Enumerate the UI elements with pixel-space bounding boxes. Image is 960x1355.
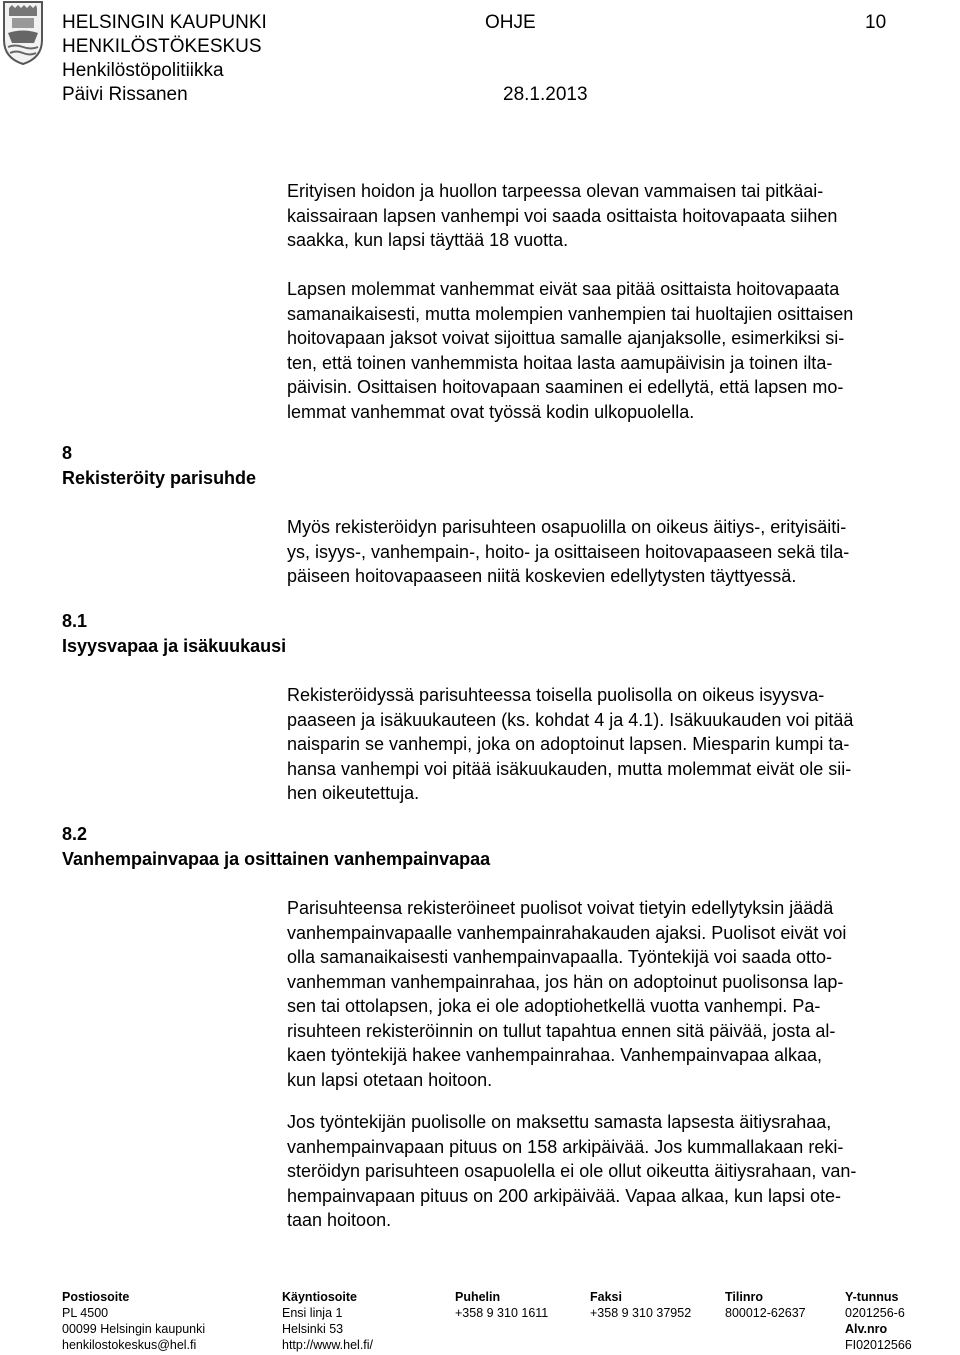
paragraph-line: samanaikaisesti, mutta molempien vanhempien tai huoltajien osittaisen: [287, 303, 854, 324]
footer-postal-address: [62, 1289, 205, 1353]
footer-account-number: [725, 1289, 806, 1321]
paragraph-line: päivisin. Osittaisen hoitovapaan saaminen ei edellytä, että lapsen mo-: [287, 377, 844, 397]
paragraph-partial-care-leave-disabled-child: [287, 179, 837, 253]
paragraph-line: naisparin se vanhempi, joka on adoptoinut lapsen. Miesparin kumpi ta-: [287, 734, 850, 754]
paragraph-parental-leave-length: [287, 1110, 856, 1233]
footer-phone: [455, 1289, 548, 1321]
paragraph-line: hansa vanhempi voi pitää isäkuukauden, mutta molemmat eivät ole sii-: [287, 758, 852, 779]
paragraph-line: Lapsen molemmat vanhemmat eivät saa pitää osittaista hoitovapaata: [287, 279, 840, 299]
footer-value: 800012-62637: [725, 1306, 806, 1320]
section-number: 8.1: [62, 611, 88, 631]
paragraph-paternity-leave: [287, 683, 853, 806]
footer-email: henkilostokeskus@hel.fi: [62, 1338, 197, 1352]
section-heading-8-1: [62, 609, 286, 659]
footer-label: Tilinro: [725, 1290, 763, 1304]
section-title: Rekisteröity parisuhde: [62, 468, 257, 488]
paragraph-registered-partnership: [287, 515, 849, 589]
header-author: Päivi Rissanen: [62, 84, 188, 105]
header-page-number: 10: [865, 12, 887, 33]
paragraph-line: vanhempainvapaalle vanhempainrahakauden ajaksi. Puolisot eivät voi: [287, 922, 847, 943]
section-title: Isyysvapaa ja isäkuukausi: [62, 636, 287, 656]
paragraph-parental-leave: [287, 896, 846, 1092]
paragraph-line: vanhempainvapaan pituus on 158 arkipäivää. Jos kummallakaan reki-: [287, 1136, 844, 1157]
footer-value: 00099 Helsingin kaupunki: [62, 1322, 206, 1336]
helsinki-crest-logo: [0, 0, 46, 66]
footer-label: Postiosoite: [62, 1290, 130, 1304]
paragraph-line: päiseen hoitovapaaseen niitä koskevien edellytysten täyttyessä.: [287, 566, 797, 586]
section-number: 8.2: [62, 824, 88, 844]
footer-label: Käyntiosoite: [282, 1290, 358, 1304]
section-heading-8-2: [62, 822, 490, 872]
footer-label: Y-tunnus: [845, 1290, 899, 1304]
header-unit: Henkilöstöpolitiikka: [62, 60, 224, 81]
paragraph-both-parents-partial-leave: [287, 277, 853, 424]
paragraph-line: saakka, kun lapsi täyttää 18 vuotta.: [287, 230, 569, 250]
footer-value: +358 9 310 1611: [455, 1306, 549, 1320]
footer-website: http://www.hel.fi/: [282, 1338, 374, 1352]
footer-value: Helsinki 53: [282, 1322, 344, 1336]
paragraph-line: Jos työntekijän puolisolle on maksettu samasta lapsesta äitiysrahaa,: [287, 1112, 832, 1132]
paragraph-line: hempainvapaan pituus on 200 arkipäivää. Vapaa alkaa, kun lapsi ote-: [287, 1185, 842, 1206]
paragraph-line: steröidyn parisuhteen osapuolella ei ole ollut oikeutta äitiysrahaan, van-: [287, 1161, 857, 1181]
footer-label: Faksi: [590, 1290, 622, 1304]
paragraph-line: kaissairaan lapsen vanhempi voi saada osittaista hoitovapaata siihen: [287, 205, 838, 226]
footer-value: 0201256-6: [845, 1306, 905, 1320]
footer-vat-label: Alv.nro: [845, 1322, 888, 1336]
paragraph-line: kaen työntekijä hakee vanhempainrahaa. Vanhempainvapaa alkaa,: [287, 1045, 823, 1065]
paragraph-line: taan hoitoon.: [287, 1210, 392, 1230]
footer-label: Puhelin: [455, 1290, 501, 1304]
footer-value: Ensi linja 1: [282, 1306, 343, 1320]
footer-vat-value: FI02012566: [845, 1338, 912, 1352]
paragraph-line: risuhteen rekisteröinnin on tullut tapahtua ennen sitä päivää, josta al-: [287, 1020, 836, 1041]
paragraph-line: lemmat vanhemmat ovat työssä kodin ulkopuolella.: [287, 401, 695, 422]
paragraph-line: Erityisen hoidon ja huollon tarpeessa olevan vammaisen tai pitkäai-: [287, 181, 824, 201]
section-heading-8: [62, 441, 256, 491]
paragraph-line: sen tai ottolapsen, joka ei ole adoptiohetkellä vuotta vanhempi. Pa-: [287, 996, 821, 1016]
paragraph-line: ten, että toinen vanhemmista hoitaa lasta aamupäivisin ja toinen ilta-: [287, 352, 833, 373]
section-title: Vanhempainvapaa ja osittainen vanhempainvapaa: [62, 849, 491, 869]
footer-business-id: [845, 1289, 912, 1353]
paragraph-line: ys, isyys-, vanhempain-, hoito- ja osittaiseen hoitovapaaseen sekä tila-: [287, 541, 850, 562]
paragraph-line: paaseen ja isäkuukauteen (ks. kohdat 4 ja 4.1). Isäkuukauden voi pitää: [287, 709, 854, 730]
paragraph-line: Parisuhteensa rekisteröineet puolisot voivat tietyin edellytyksin jäädä: [287, 898, 834, 918]
paragraph-line: kun lapsi otetaan hoitoon.: [287, 1069, 493, 1090]
footer-value: PL 4500: [62, 1306, 109, 1320]
header-date: 28.1.2013: [503, 84, 588, 105]
paragraph-line: Rekisteröidyssä parisuhteessa toisella puolisolla on oikeus isyysva-: [287, 685, 825, 705]
header-department: HENKILÖSTÖKESKUS: [62, 36, 262, 57]
header-document-type: OHJE: [485, 12, 536, 33]
footer-fax: [590, 1289, 691, 1321]
paragraph-line: Myös rekisteröidyn parisuhteen osapuolilla on oikeus äitiys-, erityisäiti-: [287, 517, 847, 537]
paragraph-line: hen oikeutettuja.: [287, 783, 420, 803]
footer-visiting-address: [282, 1289, 373, 1353]
header-organization: HELSINGIN KAUPUNKI: [62, 12, 267, 33]
section-number: 8: [62, 443, 73, 463]
paragraph-line: olla samanaikaisesti vanhempainvapaalla. Työntekijä voi saada otto-: [287, 947, 832, 967]
paragraph-line: vanhemman vanhempainrahaa, jos hän on adoptoinut puolisonsa lap-: [287, 971, 844, 992]
paragraph-line: hoitovapaan jaksot voivat sijoittua samalle ajanjaksolle, esimerkiksi si-: [287, 328, 845, 348]
footer-value: +358 9 310 37952: [590, 1306, 692, 1320]
